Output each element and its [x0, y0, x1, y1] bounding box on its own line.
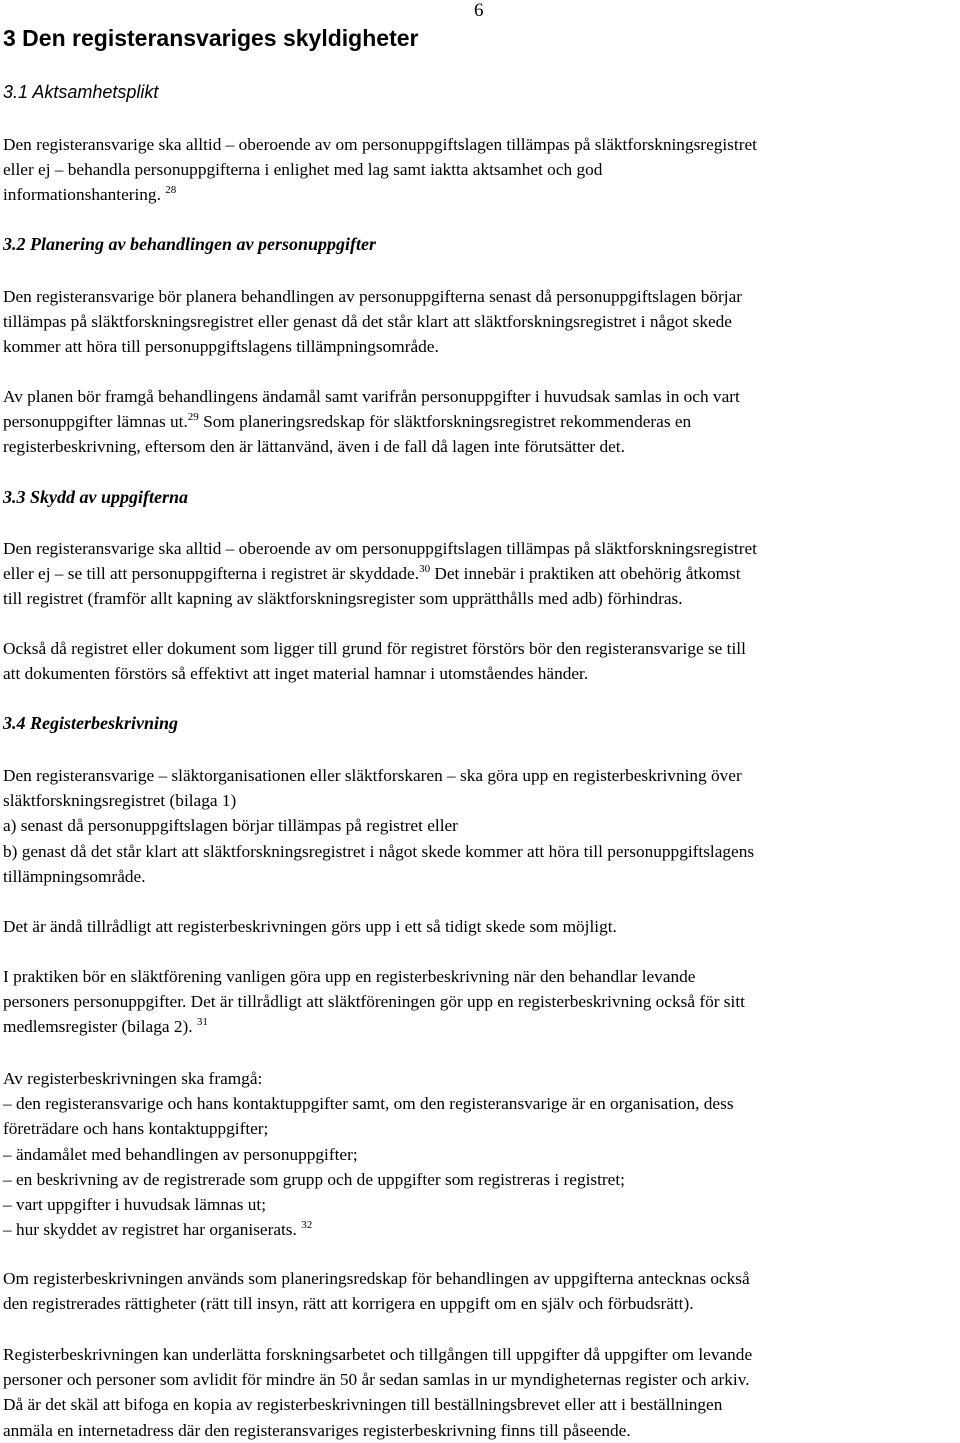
list-item: – ändamålet med behandlingen av personuppgifter; [3, 1144, 358, 1164]
text-span: Som planeringsredskap för släktforskningsregistret rekommenderas en [198, 412, 692, 432]
paragraph-3-4-1 [3, 763, 959, 889]
text-line: Av registerbeskrivningen ska framgå: [3, 1069, 263, 1088]
text-line: Om registerbeskrivningen används som planeringsredskap för behandlingen av uppgifterna antecknas också [3, 1269, 750, 1288]
paragraph-3-3-1 [3, 536, 959, 612]
list-item-continuation: företrädare och hans kontaktuppgifter; [3, 1119, 269, 1139]
text-span: medlemsregister (bilaga 2). [3, 1017, 193, 1037]
text-line [3, 409, 959, 434]
text-line: Den registeransvarige – släktorganisationen eller släktforskaren – ska göra upp en registerbeskrivning över [3, 766, 742, 785]
paragraph-3-3-2 [3, 636, 959, 686]
section-heading-3-2: 3.2 Planering av behandlingen av personuppgifter [3, 234, 377, 254]
text-line: kommer att höra till personuppgiftslagens tillämpningsområde. [3, 337, 439, 357]
chapter-title: 3 Den registeransvariges skyldigheter [3, 25, 419, 51]
text-line: I praktiken bör en släktförening vanligen göra upp en registerbeskrivning när den behandlar levande [3, 967, 696, 986]
text-line: till registret (framför allt kapning av släktforskningsregister som upprätthålls med adb) förhindras. [3, 589, 683, 609]
text-line: Det är ändå tillrådligt att registerbeskrivningen görs upp i ett så tidigt skede som möjligt. [3, 917, 617, 936]
text-line: personer och personer som avlidit för mindre än 50 år sedan samlas in ur myndigheternas register och arkiv. [3, 1370, 750, 1390]
text-line: Då är det skäl att bifoga en kopia av registerbeskrivningen till beställningsbrevet eller att i beställningen [3, 1395, 723, 1415]
footnote-ref[interactable]: 31 [196, 1016, 208, 1029]
section-heading-3-1: 3.1 Aktsamhetsplikt [3, 82, 159, 102]
paragraph-3-4-3 [3, 964, 959, 1040]
text-span: Det innebär i praktiken att obehörig åtkomst [430, 564, 741, 584]
text-line: anmäla en internetadress där den registeransvariges registerbeskrivning finns till påseende. [3, 1420, 631, 1440]
text-line: att dokumenten förstörs så effektivt att inget material hamnar i utomståendes händer. [3, 664, 589, 684]
text-line [3, 561, 959, 586]
text-line: Den registeransvarige bör planera behandlingen av personuppgifterna senast då personuppgiftslagen börjar [3, 287, 742, 306]
list-item [3, 1217, 959, 1242]
paragraph-3-4-5 [3, 1266, 959, 1316]
text-line: släktforskningsregistret (bilaga 1) [3, 791, 237, 811]
text-line: tillämpningsområde. [3, 866, 146, 886]
text-line: Av planen bör framgå behandlingens ändamål samt varifrån personuppgifter i huvudsak samlas in och vart [3, 387, 740, 406]
footnote-ref[interactable]: 28 [165, 184, 177, 197]
text-span: informationshantering. [3, 185, 161, 205]
paragraph-3-4-2 [3, 914, 959, 939]
list-item: – vart uppgifter i huvudsak lämnas ut; [3, 1195, 267, 1215]
text-line: tillämpas på släktforskningsregistret eller genast då det står klart att släktforskningsregistret i något skede [3, 312, 732, 332]
paragraph-3-4-4 [3, 1066, 959, 1242]
text-span: personuppgifter lämnas ut. [3, 412, 188, 432]
footnote-ref[interactable]: 29 [187, 411, 199, 424]
text-line: Också då registret eller dokument som ligger till grund för registret förstörs bör den registeransvarige se till [3, 639, 746, 658]
section-heading-3-3: 3.3 Skydd av uppgifterna [3, 487, 189, 507]
paragraph-3-4-6 [3, 1342, 959, 1443]
footnote-ref[interactable]: 32 [301, 1219, 313, 1232]
text-line: personers personuppgifter. Det är tillrådligt att släktföreningen gör upp en registerbeskrivning också för sitt [3, 992, 745, 1012]
text-line: den registrerades rättigheter (rätt till insyn, rätt att korrigera en uppgift om en själv och förbudsrätt). [3, 1294, 694, 1314]
paragraph-3-2-1 [3, 284, 959, 360]
list-item: – den registeransvarige och hans kontaktuppgifter samt, om den registeransvarige är en organisation, dess [3, 1094, 734, 1114]
text-span: – hur skyddet av registret har organiserats. [3, 1220, 297, 1240]
page-number: 6 [474, 0, 484, 21]
text-span: eller ej – se till att personuppgifterna i registret är skyddade. [3, 564, 420, 584]
text-line: Registerbeskrivningen kan underlätta forskningsarbetet och tillgången till uppgifter då uppgifter om levande [3, 1345, 753, 1364]
text-line: eller ej – behandla personuppgifterna i enlighet med lag samt iaktta aktsamhet och god [3, 160, 603, 180]
paragraph-3-1-1 [3, 132, 959, 208]
text-line: Den registeransvarige ska alltid – oberoende av om personuppgiftslagen tillämpas på släktforskningsregistret [3, 539, 757, 558]
text-line: Den registeransvarige ska alltid – oberoende av om personuppgiftslagen tillämpas på släktforskningsregistret [3, 135, 757, 154]
text-line [3, 1014, 959, 1039]
section-heading-3-4: 3.4 Registerbeskrivning [3, 713, 179, 733]
text-line [3, 182, 959, 207]
text-line: a) senast då personuppgiftslagen börjar tillämpas på registret eller [3, 816, 458, 836]
footnote-ref[interactable]: 30 [419, 563, 431, 576]
paragraph-3-2-2 [3, 384, 959, 460]
list-item: – en beskrivning av de registrerade som grupp och de uppgifter som registreras i registret; [3, 1169, 625, 1189]
text-line: b) genast då det står klart att släktforskningsregistret i något skede kommer att höra till personuppgiftslagens [3, 841, 755, 861]
text-line: registerbeskrivning, eftersom den är lättanvänd, även i de fall då lagen inte förutsätter det. [3, 437, 625, 457]
